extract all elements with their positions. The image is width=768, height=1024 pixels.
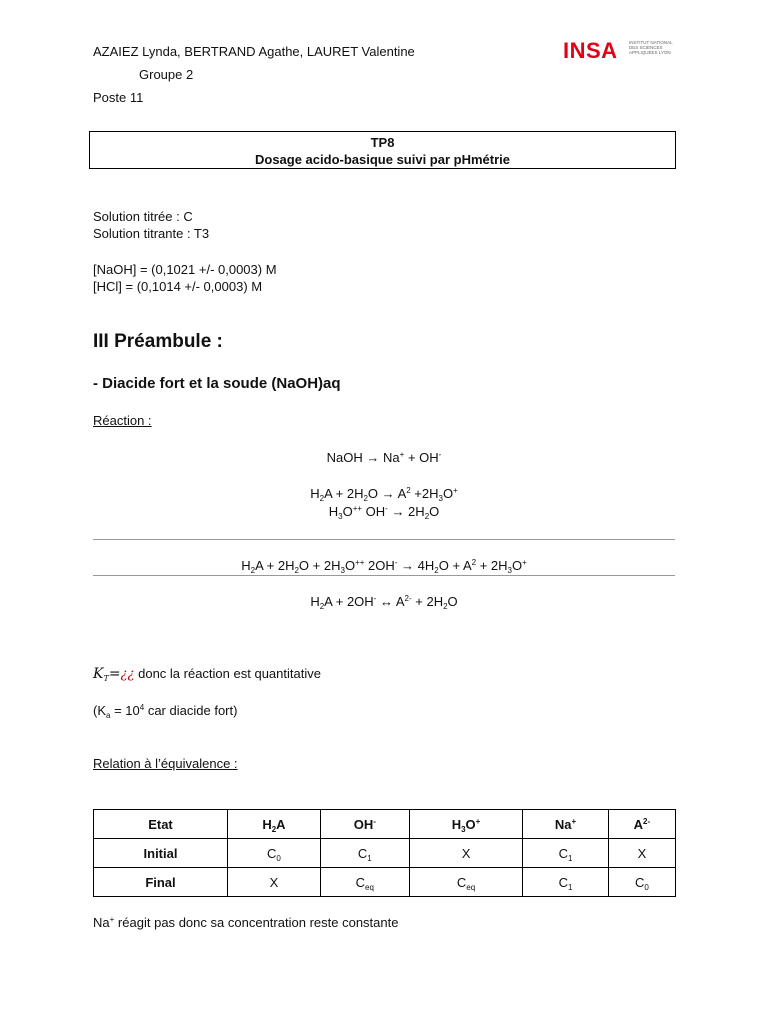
divider-top: [93, 539, 675, 540]
equation-sum: $H_2A + 2H_2O + 2H_3O^{++}$ $2OH^- \to 4H_2O + A^2 + 2H_3O^+$: [241, 558, 527, 575]
section-heading: III Préambule :: [93, 331, 223, 352]
table-row-label: Initial: [94, 839, 228, 868]
solution-titree: Solution titrée : C: [93, 209, 193, 224]
group-label: Groupe 2: [139, 67, 194, 82]
table-cell: X: [227, 868, 320, 897]
table-cell: $C_{eq}$: [320, 868, 409, 897]
section-subheading: - Diacide fort et la soude (NaOH)aq: [93, 375, 341, 392]
table-header-cell: $H_2A$: [227, 810, 320, 839]
divider-bottom: [93, 575, 675, 576]
document-subtitle: Dosage acido-basique suivi par pHmétrie: [254, 152, 511, 167]
kt-text: donc la réaction est quantitative: [134, 666, 321, 681]
table-header-cell: OH-: [320, 810, 409, 839]
document-title: TP8: [370, 135, 395, 150]
naoh-concentration: [NaOH] = (0,1021 +/- 0,0003) M: [93, 262, 277, 277]
table-cell: $C_0$: [227, 839, 320, 868]
table-header-cell: Na+: [523, 810, 608, 839]
kt-subscript: T: [103, 674, 109, 683]
kt-symbol: K: [93, 666, 104, 682]
table-cell: $C_0$: [608, 868, 675, 897]
table-cell: $C_1$: [523, 839, 608, 868]
equivalence-table: [93, 809, 676, 897]
equation-neutralisation: $H_3O^{++}$ $OH^- \to 2H_2O$: [328, 504, 440, 521]
note-sodium: Na+ réagit pas donc sa concentration reste constante: [93, 915, 399, 930]
station-label: Poste 11: [93, 90, 144, 105]
table-cell: $C_1$: [523, 868, 608, 897]
insa-logo-mark: INSA: [563, 38, 618, 63]
hcl-concentration: [HCl] = (0,1014 +/- 0,0003) M: [93, 279, 263, 294]
kt-garbled-value: ¿¿: [120, 667, 135, 682]
insa-logo: [563, 38, 678, 66]
kt-equals: =: [108, 666, 121, 682]
equation-overall: $H_2A + 2OH^-$ ↔ $A^{2-} + 2H_2O$: [310, 594, 458, 611]
table-row-label: Final: [94, 868, 228, 897]
insa-logo-text: INSTITUT NATIONAL DES SCIENCES APPLIQUÉES LYON: [629, 40, 673, 55]
table-header-cell: $A^{2-}$: [608, 810, 675, 839]
table-row: [94, 839, 676, 868]
table-header-cell: $H_3O^+$: [409, 810, 523, 839]
table-cell: X: [608, 839, 675, 868]
table-cell: $C_{eq}$: [409, 868, 523, 897]
title-box: [89, 131, 676, 169]
kt-line: [93, 665, 321, 683]
table-cell: X: [409, 839, 523, 868]
equation-diacid-dissociation: $H_2A + 2H_2O \to A^2 +2H_3O^+$: [310, 486, 458, 503]
solution-titrante: Solution titrante : T3: [93, 226, 210, 241]
ka-line: ($K_a = 10^4$ car diacide fort): [93, 703, 238, 720]
authors: AZAIEZ Lynda, BERTRAND Agathe, LAURET Valentine: [93, 44, 415, 59]
relation-label: Relation à l’équivalence :: [93, 756, 238, 771]
reaction-label: Réaction :: [93, 413, 152, 428]
table-cell: $C_1$: [320, 839, 409, 868]
equation-naoh-dissociation: NaOH → Na+ + OH-: [326, 450, 442, 465]
table-header-cell: Etat: [94, 810, 228, 839]
table-header-row: [94, 810, 676, 839]
table-row: [94, 868, 676, 897]
